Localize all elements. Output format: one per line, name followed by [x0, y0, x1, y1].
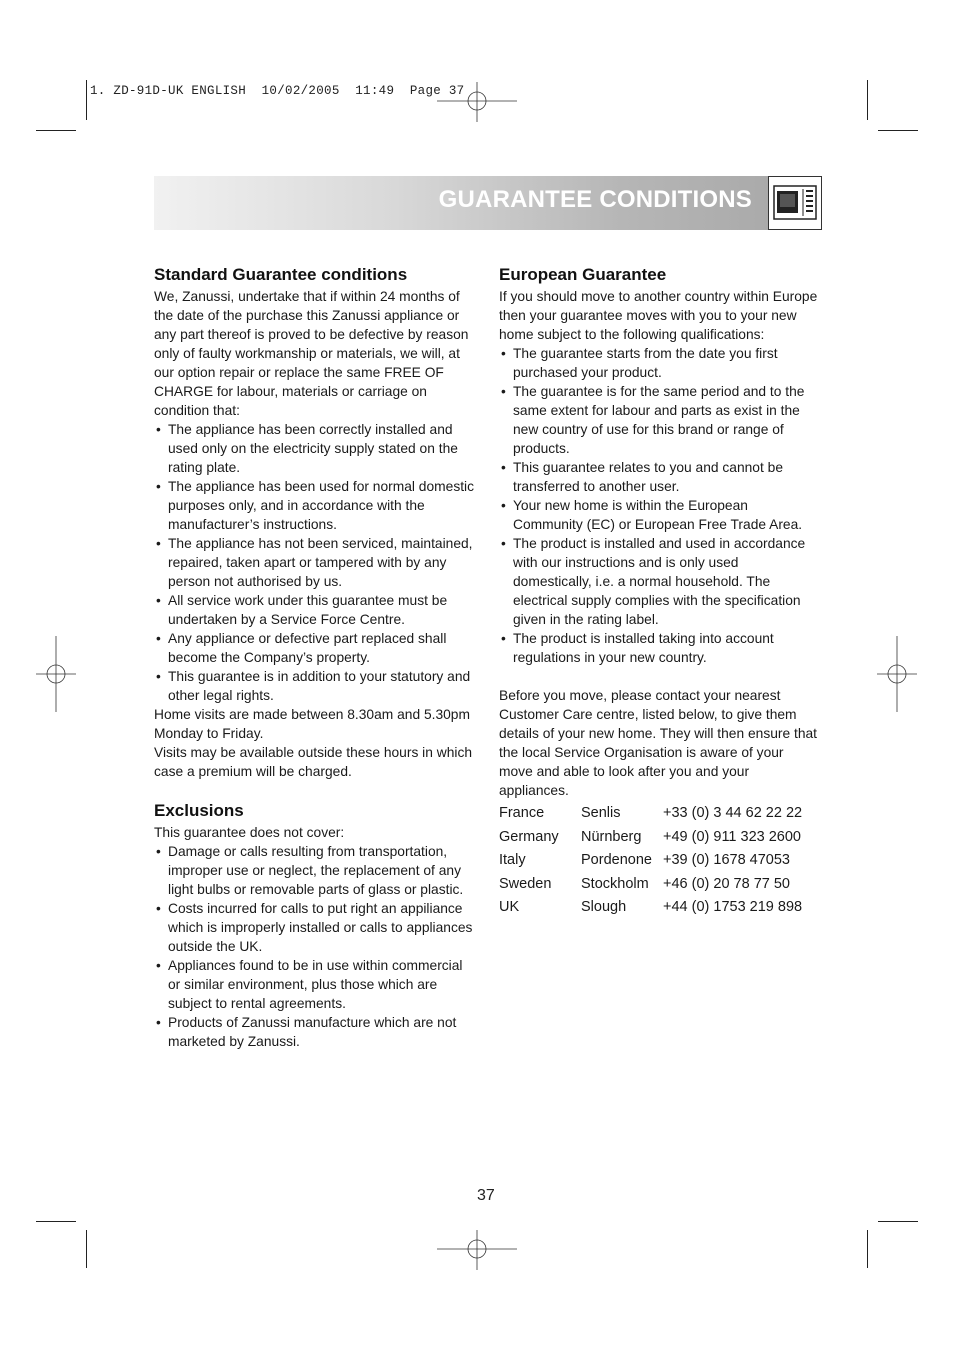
phone-cell: +44 (0) 1753 219 898 [663, 899, 803, 915]
crop-mark [867, 80, 868, 120]
list-item: • The guarantee starts from the date you first purchased your product. [499, 344, 819, 382]
visits-premium-text: Visits may be available outside these hours in which case a premium will be charged. [154, 745, 473, 779]
crop-mark [86, 1230, 87, 1268]
city-cell: Slough [581, 899, 627, 915]
home-visits-text: Home visits are made between 8.30am and 5.30pm Monday to Friday. [154, 707, 470, 741]
list-item: • Your new home is within the European Community (EC) or European Free Trade Area. [499, 496, 819, 534]
city-cell: Stockholm [581, 875, 649, 892]
list-item: • This guarantee relates to you and cannot be transferred to another user. [499, 458, 819, 496]
european-intro: If you should move to another country within Europe then your guarantee moves with you to your new home subject to the following qualifications: [499, 289, 818, 342]
list-item: • This guarantee is in addition to your statutory and other legal rights. [154, 667, 478, 705]
exclusions-list [154, 842, 478, 1051]
country-cell: France [499, 805, 545, 821]
table-row [499, 851, 802, 875]
list-item: • Products of Zanussi manufacture which are not marketed by Zanussi. [154, 1013, 478, 1051]
table-row [499, 828, 802, 852]
microwave-icon [768, 176, 822, 230]
table-row [499, 898, 802, 922]
country-cell: Germany [499, 828, 559, 845]
list-item: • Damage or calls resulting from transportation, improper use or neglect, the replacement of any light bulbs or removable parts of glass or plastic. [154, 842, 478, 899]
page-number: 37 [477, 1187, 495, 1204]
country-cell: Sweden [499, 875, 552, 892]
right-column [499, 264, 819, 922]
print-slug: 1. ZD-91D-UK ENGLISH 10/02/2005 11:49 Page 37 [90, 84, 465, 98]
phone-cell: +39 (0) 1678 47053 [663, 852, 790, 868]
crop-mark [86, 80, 87, 120]
standard-guarantee-heading: Standard Guarantee conditions [154, 265, 408, 284]
city-cell: Senlis [581, 805, 621, 821]
european-qualifications-list [499, 344, 819, 667]
european-guarantee-heading: European Guarantee [499, 265, 667, 284]
exclusions-heading: Exclusions [154, 801, 244, 820]
list-item: • The product is installed taking into account regulations in your new country. [499, 629, 819, 667]
list-item: • The guarantee is for the same period and to the same extent for labour and parts as exist in the new country of use for this brand or range of products. [499, 382, 819, 458]
table-row [499, 875, 802, 899]
phone-cell: +46 (0) 20 78 77 50 [663, 875, 790, 892]
list-item: • Costs incurred for calls to put right an appiliance which is improperly installed or calls to appliances outside the UK. [154, 899, 478, 956]
list-item: • The appliance has been correctly installed and used only on the electricity supply stated on the rating plate. [154, 420, 478, 477]
exclusions-intro: This guarantee does not cover: [154, 825, 345, 840]
country-cell: UK [499, 899, 520, 915]
crop-mark [878, 1221, 918, 1222]
city-cell: Nürnberg [581, 828, 642, 845]
left-column [154, 264, 478, 1051]
crop-mark [867, 1230, 868, 1268]
city-cell: Pordenone [581, 852, 652, 868]
before-move-text: Before you move, please contact your nearest Customer Care centre, listed below, to give them details of your new home. They will then ensure that the local Service Organisation is aware of your move and able to look after you and your appliances. [499, 688, 818, 798]
customer-care-table [499, 804, 802, 922]
crop-mark [36, 130, 76, 131]
registration-mark-icon [437, 1230, 517, 1270]
phone-cell: +33 (0) 3 44 62 22 22 [663, 805, 803, 821]
list-item: • Appliances found to be in use within commercial or similar environment, plus those which are subject to rental agreements. [154, 956, 478, 1013]
list-item: • Any appliance or defective part replaced shall become the Company’s property. [154, 629, 478, 667]
list-item: • The appliance has not been serviced, maintained, repaired, taken apart or tampered with by any person not authorised by us. [154, 534, 478, 591]
country-cell: Italy [499, 852, 526, 868]
list-item: • All service work under this guarantee must be undertaken by a Service Force Centre. [154, 591, 478, 629]
section-banner [154, 176, 822, 230]
list-item: • The product is installed and used in accordance with our instructions and is only used domestically, i.e. a normal household. The electrical supply complies with the specification given in the rating label. [499, 534, 819, 629]
table-row [499, 804, 802, 828]
registration-mark-icon [36, 636, 76, 712]
crop-mark [878, 130, 918, 131]
list-item: • The appliance has been used for normal domestic purposes only, and in accordance with the manufacturer’s instructions. [154, 477, 478, 534]
page-title: GUARANTEE CONDITIONS [438, 186, 752, 213]
registration-mark-icon [437, 82, 517, 122]
standard-intro: We, Zanussi, undertake that if within 24 months of the date of the purchase this Zanussi appliance or any part thereof is proved to be defective by reason only of faulty workmanship or materials, we will, at our option repair or replace the same FREE OF CHARGE for labour, materials or carriage on condition that: [154, 289, 469, 418]
standard-conditions-list [154, 420, 478, 705]
phone-cell: +49 (0) 911 323 2600 [663, 828, 801, 845]
registration-mark-icon [877, 636, 917, 712]
crop-mark [36, 1221, 76, 1222]
